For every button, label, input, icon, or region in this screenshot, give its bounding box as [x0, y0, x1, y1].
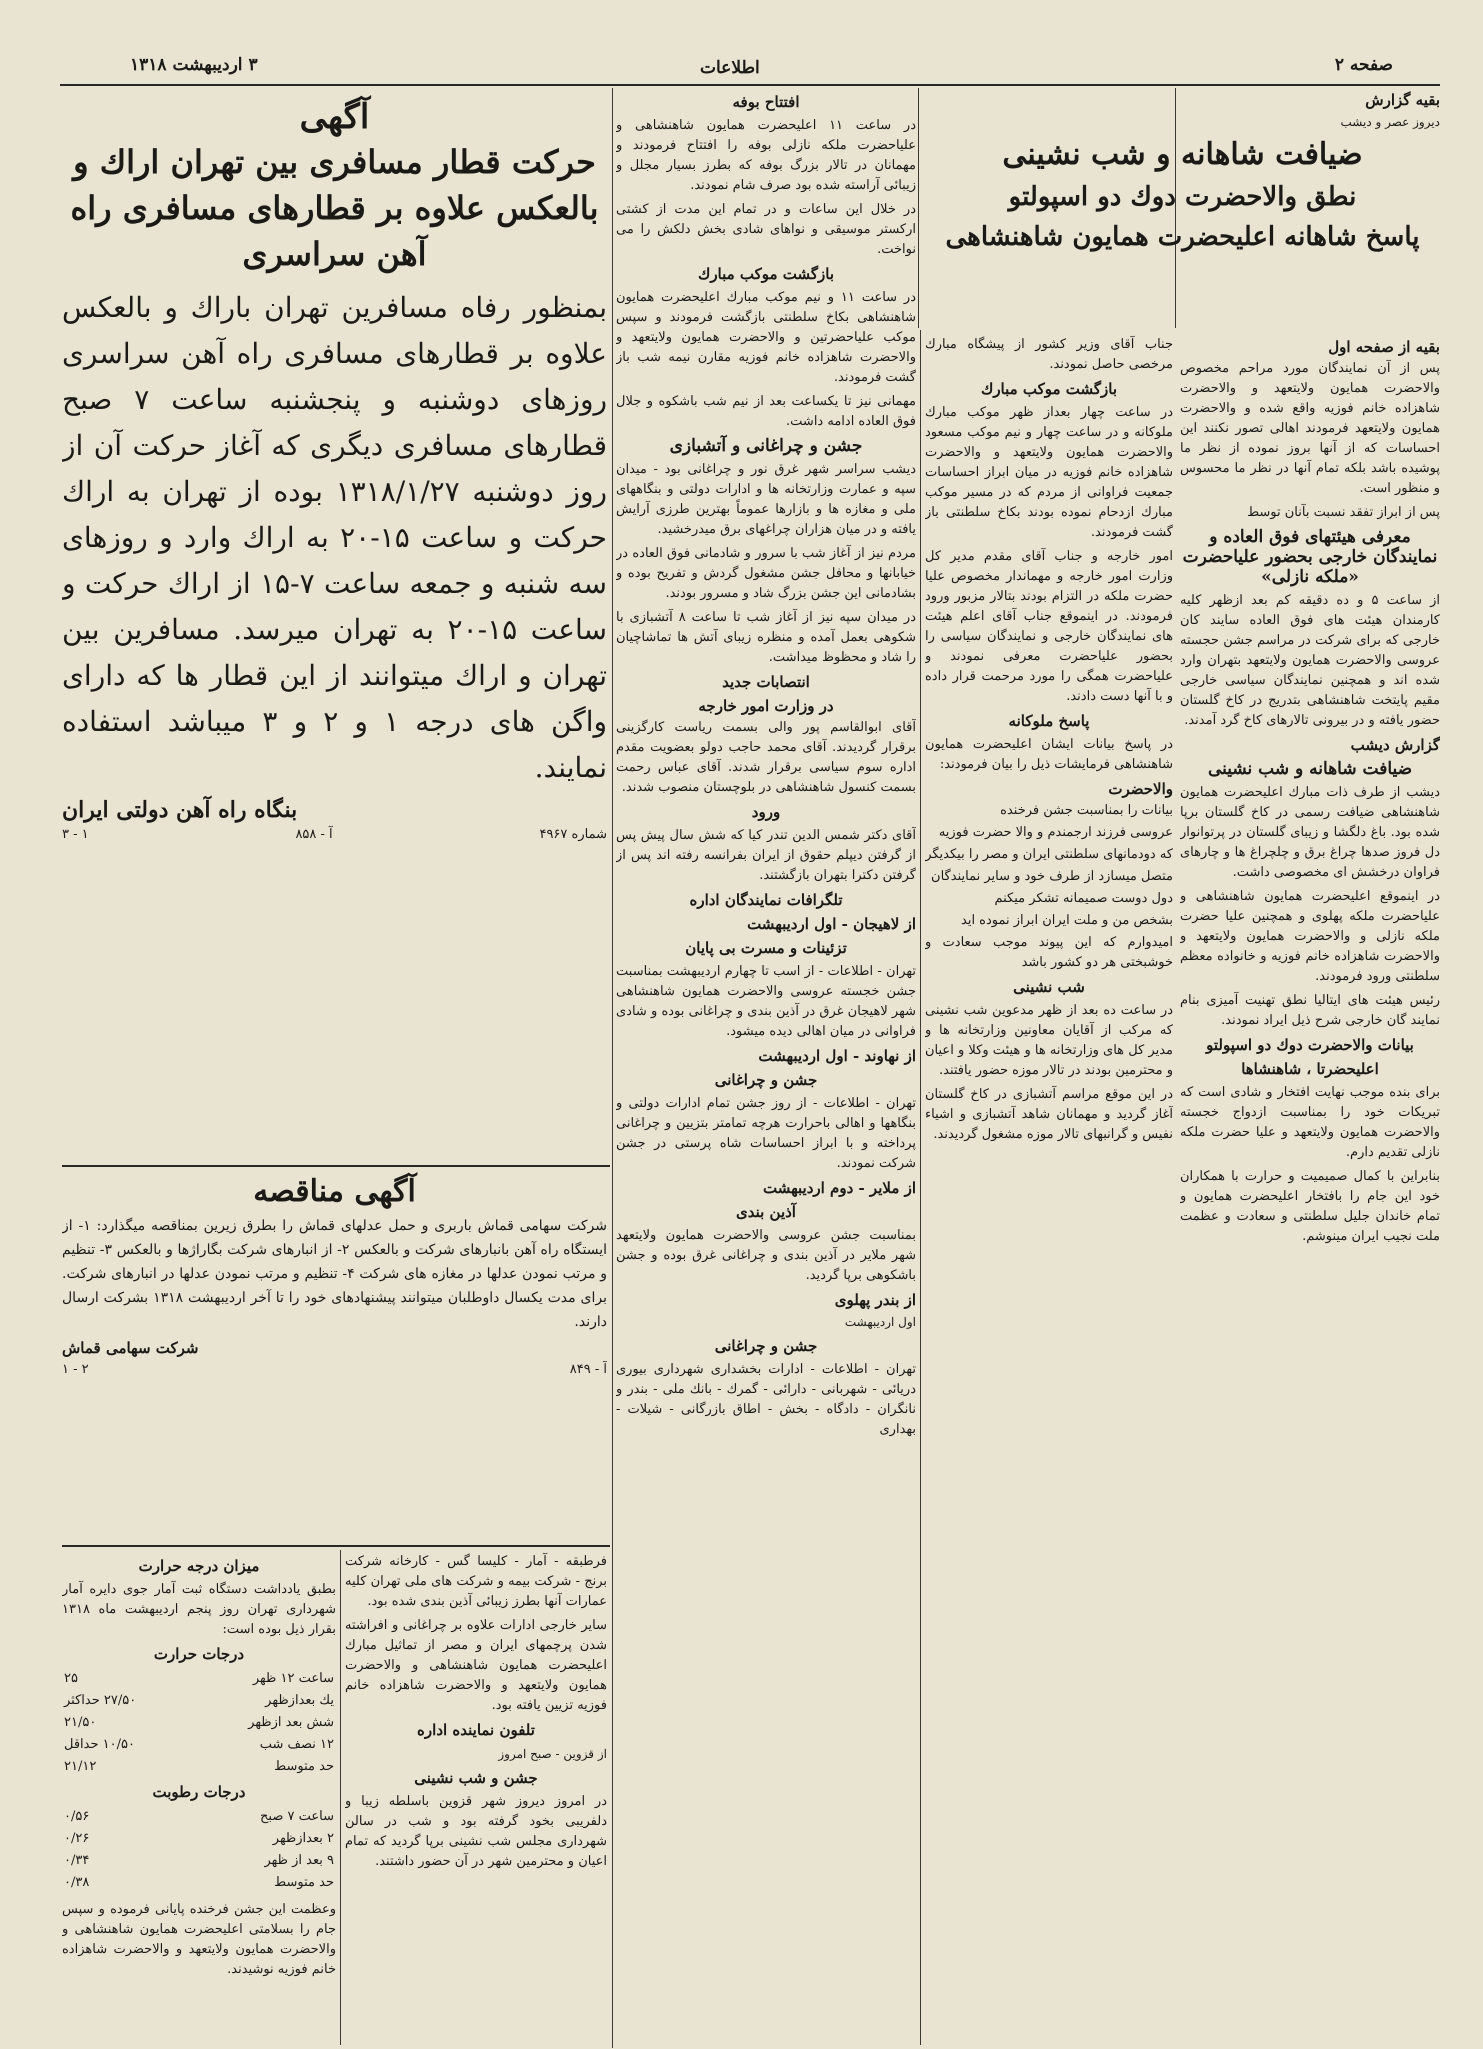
section-heading: جشن و چراغانی و آتشبازی — [669, 436, 863, 456]
section-heading: ورود — [751, 803, 781, 821]
ad-code: آ - ۸۵۸ — [295, 827, 333, 842]
list-item: دول دوست صمیمانه تشکر میکنم — [994, 891, 1173, 906]
table-cell: ۰/۳۴ — [64, 1853, 90, 1868]
tender-count: ۲ - ۱ — [62, 1362, 89, 1377]
weather-report — [62, 1552, 336, 2042]
section-heading: معرفی هیئتهای فوق العاده و نمایندگان خارجی بحضور علیاحضرت «ملکه نازلی» — [1182, 527, 1438, 587]
tender-advertisement — [62, 1170, 607, 1540]
dateline: از لاهیجان - اول اردیبهشت — [747, 915, 916, 933]
paragraph: در ساعت ۱۱ اعلیحضرت همایون شاهنشاهی و علیاحضرت ملکه نازلی بوفه را افتتاح فرمودند و مهمانان در تالار بزرگ بوفه که بطرز بسیار مجلل و زیبائی آراسته شده بود صرف شام نمودند. — [616, 118, 916, 193]
section-heading: ضیافت شاهانه و شب نشینی — [1207, 759, 1413, 779]
paragraph: رئیس هیئت های ایتالیا نطق تهنیت آمیزی بنام نمایند گان خارجی شرح ذیل ایراد نمودند. — [1180, 993, 1440, 1028]
table-cell: شش بعد ازظهر — [248, 1715, 334, 1730]
section-heading: بازگشت موکب مبارك — [980, 380, 1118, 398]
section-heading: بازگشت موکب مبارك — [697, 265, 835, 283]
table-row — [62, 1734, 336, 1756]
table-cell: ۰/۳۸ — [64, 1875, 90, 1890]
paragraph: فرطبقه - آمار - کلیسا گس - کارخانه شرکت برنج - شرکت بیمه و شرکت های ملی تهران کلیه عمارات آنها بطرز زیبائی آذین بندی شده بود. — [345, 1554, 607, 1609]
paragraph: در اینموقع اعلیحضرت همایون شاهنشاهی و علیاحضرت ملکه پهلوی و همچنین علیا حضرت ملکه نازلی و والاحضرت همایون ولایتعهد و والاحضرت شاهزاده خانم فوزیه و خانواده معظم سلطنتی ورود فرمودند. — [1180, 889, 1440, 984]
paragraph: جناب آقای وزیر کشور از پیشگاه مبارك مرخصی حاصل نمودند. — [925, 337, 1173, 372]
tender-footer — [62, 1360, 607, 1380]
paragraph: در این موقع مراسم آتشبازی در کاخ گلستان آغاز گردید و مهمانان شاهد آتشبازی و اشیاء نفیس و گرانبهای تالار موزه مشغول گردیدند. — [925, 1087, 1173, 1142]
section-heading: افتتاح بوفه — [732, 93, 800, 111]
table-cell: ۰/۵۶ — [64, 1809, 90, 1824]
table-cell: ۹ بعد از ظهر — [264, 1853, 334, 1868]
issue-date: ۳ اردیبهشت ۱۳۱۸ — [130, 55, 258, 75]
paragraph: از ساعت ۵ و ده دقیقه کم بعد ازظهر کلیه کارمندان هیئت های فوق العاده سایند کان خارجی که برای شرکت در مراسم جشن حجسته عروسی والاحضرت همایون ولایتعهد بتهران وارد شده اند و همچنین نمایندگان سیاسی خارجی مقیم پایتخت شاهنشاهی بتدریج در کاخ گلستان حضور یافته و در بیرونی تالارهای کاخ گرد آمدند. — [1180, 593, 1440, 728]
dateline: از نهاوند - اول اردیبهشت — [758, 1047, 916, 1065]
dateline: از ملایر - دوم اردیبهشت — [763, 1179, 916, 1197]
column-divider — [612, 88, 613, 2048]
column-divider — [918, 88, 919, 328]
section-heading: جشن و چراغانی — [714, 1337, 818, 1355]
table-cell: یك بعدازظهر — [265, 1693, 334, 1708]
dateline: از بندر پهلوی — [834, 1291, 916, 1309]
lead-article-header — [925, 88, 1440, 328]
page-number: صفحه ۲ — [1334, 55, 1393, 75]
table-cell: ۲۱/۱۲ — [64, 1759, 97, 1774]
table-row — [62, 1712, 336, 1734]
table-cell: ۲۱/۵۰ — [64, 1715, 97, 1730]
table-cell: حد متوسط — [274, 1875, 334, 1890]
tender-title: آگهی مناقصه — [253, 1174, 416, 1209]
paragraph: شرکت سهامی قماش باربری و حمل عدلهای قماش را بطرق زیرین بمناقصه میگذارد: ۱- از ایستگاه راه آهن بانبارهای شرکت و بالعکس ۲- از انبارهای شرکت بگاراژها و بالعکس ۳- تنظیم و مرتب نمودن عدلها در مغازه های شرکت ۴- تنظیم و مرتب نمودن عدلها در انبارهای شرکت. برای مدت یکسال داوطلبان میتوانند پیشنهادهای خود را تا آخر اردیبهشت ۱۳۱۸ بشرکت ارسال دارند. — [62, 1218, 607, 1330]
ad-body: بمنظور رفاه مسافرین تهران باراك و بالعکس علاوه بر قطارهای مسافری راه آهن سراسری روزهای دوشنبه و پنجشنبه ساعت ۷ صبح قطارهای مسافری دیگری که آغاز حرکت آن از روز دوشنبه ۱۳۱۸/۱/۲۷ بوده از تهران به اراك حرکت و ساعت ۱۵-۲۰ به اراك وارد و روزهای سه شنبه و جمعه ساعت ۷-۱۵ از اراك حرکت و ساعت ۱۵-۲۰ به تهران میرسد. مسافرین بین تهران و اراك میتوانند از این قطار ها که دارای واگن های درجه ۱ و ۲ و ۳ میباشد استفاده نمایند. — [62, 291, 607, 784]
section-heading: جشن و چراغانی — [714, 1071, 818, 1089]
paragraph: در ساعت ۱۱ و نیم موکب مبارك اعلیحضرت همایون شاهنشاهی بکاخ سلطنتی بازگشت فرمودند و سپس موکب علیاحضرتین و والاحضرت همایون ولایتعهد و والاحضرت شاهزاده خانم فوزیه مقارن نیمه شب باز گشت فرمودند. — [616, 290, 916, 385]
tender-code: آ - ۸۴۹ — [569, 1362, 607, 1377]
table-row — [62, 1690, 336, 1712]
temperature-heading: درجات حرارت — [153, 1645, 245, 1663]
table-row — [62, 1828, 336, 1850]
ad-divider — [62, 1545, 610, 1547]
section-heading: انتصابات جدید — [722, 673, 810, 691]
section-heading: آذین بندی — [736, 1203, 796, 1221]
continued-label: بقیه از صفحه اول — [1328, 338, 1440, 356]
speech-lines — [925, 801, 1173, 973]
table-row — [62, 1756, 336, 1778]
list-item: که دودمانهای سلطنتی ایران و مصر را بیکدیگر — [925, 847, 1173, 862]
paragraph: مردم نیز از آغاز شب با سرور و شادمانی فوق العاده در خیابانها و محافل جشن مشغول گردش و تفریح بوده و بشادمانی این جشن بزرگ شاد و مسرور بودند. — [616, 546, 916, 601]
table-cell: ۰/۲۶ — [64, 1831, 90, 1846]
paragraph: در پاسخ بیانات ایشان اعلیحضرت همایون شاهنشاهی فرمایشات ذیل را بیان فرمودند: — [925, 737, 1173, 772]
section-heading: پاسخ ملوکانه — [1008, 712, 1090, 730]
header-rule — [60, 84, 1440, 86]
table-cell: حد متوسط — [274, 1759, 334, 1774]
ad-divider — [62, 1165, 610, 1167]
paragraph: آقای ابوالقاسم پور والی بسمت ریاست کارگزینی برقرار گردیدند. آقای محمد حاجب دولو بعضویت مقدم اداره سوم سیاسی برقرار شدند. آقای عباس رحمت بسمت کنسول شاهنشاهی در بلوچستان منصوب شدند. — [616, 720, 916, 795]
weather-heading: میزان درجه حرارت — [138, 1557, 260, 1575]
intro-line: دیروز عصر و دیشب — [1340, 115, 1440, 129]
list-item: بیانات را بمناسبت جشن فرخنده — [1000, 803, 1173, 818]
column-divider — [340, 1550, 341, 2045]
table-cell: ساعت ۷ صبح — [260, 1809, 334, 1824]
paragraph: پس از آن نمایندگان مورد مراحم مخصوص والاحضرت همایون ولایتعهد و والاحضرت شاهزاده خانم فوزیه واقع شده و والاحضرت همایون ولایتعهد فرمودند اهالی تصور نکنند این احساسات که از آنها بروز نموده از نظر ما پوشیده باشد بلکه تمام آنها در نظر ما محسوس و منظور است. — [1180, 361, 1440, 496]
events-column — [345, 1552, 607, 2042]
subheadline-1: نطق والاحضرت دوك دو اسپولتو — [1008, 182, 1357, 212]
section-heading: تزئینات و مسرت بی پایان — [685, 939, 847, 957]
list-item: امیدوارم که این پیوند موجب سعادت و خوشبختی هر دو کشور باشد — [925, 935, 1173, 970]
paragraph: مهمانی نیز تا یکساعت بعد از نیم شب باشکوه و جلال فوق العاده ادامه داشت. — [616, 394, 916, 429]
paragraph: در ساعت ده بعد از ظهر مدعوین شب نشینی که مرکب از آقایان معاونین وزارتخانه ها و مدیر کل های وزارتخانه ها و هیئت وکلا و اعیان و محترمین بودند در تالار موزه حضور یافتند. — [925, 1003, 1173, 1078]
dateline-date: اول اردیبهشت — [844, 1315, 916, 1329]
section-heading: اعلیحضرتا ، شاهنشاها — [1241, 1060, 1379, 1078]
ad-number: شماره ۴۹۶۷ — [539, 827, 607, 842]
paragraph: دیشب از طرف ذات مبارك اعلیحضرت همایون شاهنشاهی ضیافت رسمی در کاخ گلستان برپا شده بود. باغ دلگشا و زیبای گلستان در پرتوانوار دل فروز صدها چراغ برق و چلچراغ ها و چارهای فراوان درخشش ای مخصوصی داشت. — [1180, 785, 1440, 880]
paragraph: در میدان سپه نیز از آغاز شب تا ساعت ۸ آتشبازی با شکوهی بعمل آمده و منظره زیبای آتش ها تماشاچیان را شاد و محظوظ میداشت. — [616, 610, 916, 665]
table-row — [62, 1872, 336, 1894]
list-item: عروسی فرزند ارجمندم و والا حضرت فوزیه — [938, 825, 1173, 840]
list-item: بشخص من و ملت ایران ابراز نموده اید — [961, 913, 1173, 928]
ad-headline: حرکت قطار مسافری بین تهران اراك و بالعکس علاوه بر قطارهای مسافری راه آهن سراسری — [70, 143, 599, 273]
ad-footer — [62, 827, 607, 842]
section-subheading: در وزارت امور خارجه — [698, 697, 834, 715]
paragraph: دیشب سراسر شهر غرق نور و چراغانی بود - میدان سپه و عمارت وزارتخانه ها و ادارات دولتی و بنگاههای ملی و مغازه ها و بازارها عموماً بهترین طرزی آرایش یافته و در میان هزاران چراغهای برق میدرخشید. — [616, 462, 916, 537]
table-row — [62, 1850, 336, 1872]
tender-signature: شرکت سهامی قماش — [62, 1339, 199, 1357]
ad-label: آگهی — [299, 97, 370, 137]
section-heading: تلفون نماینده اداره — [417, 1721, 535, 1739]
table-row — [62, 1806, 336, 1828]
main-headline: ضیافت شاهانه و شب نشینی — [1002, 137, 1363, 172]
table-cell: ۲ بعدازظهر — [272, 1831, 334, 1846]
paragraph: در امروز دیروز شهر قزوین باسلطه زیبا و دلفریبی بخود گرفته بود و شب در سالن شهرداری مجلس شب نشینی برپا گردید که تمام اعیان و محترمین شهر در آن حضور داشتند. — [345, 1794, 607, 1869]
paragraph: در ساعت چهار بعداز ظهر موکب مبارك ملوکانه و در ساعت چهار و نیم موکب مسعود والاحضرت همایون ولایتعهد و والاحضرت شاهزاده خانم فوزیه در میان ابراز احساسات جمعیت فراوانی از مردم که در مسیر موکب مبارك ازدحام نموده بودند بکاخ سلطنتی باز گشت فرمودند. — [925, 405, 1173, 540]
humidity-table — [62, 1806, 336, 1894]
paragraph: بطبق یادداشت دستگاه ثبت آمار جوی دایره آمار شهرداری تهران روز پنجم اردیبهشت ماه ۱۳۱۸ بقرار ذیل بوده است: — [62, 1582, 336, 1637]
paragraph: آقای دکتر شمس الدین تندر کیا که شش سال پیش پس از گرفتن دیپلم حقوق از ایران بفرانسه رفته اند پس از گرفتن دکترا بتهران بازگشتند. — [616, 828, 916, 883]
paragraph: بمناسبت جشن عروسی والاحضرت همایون ولایتعهد شهر ملایر در آذین بندی و چراغانی غرق بوده و جشن باشکوهی برپا گردید. — [616, 1228, 916, 1283]
paragraph: امور خارجه و جناب آقای مقدم مدیر کل وزارت امور خارجه و مهماندار مخصوص علیا حضرت ملکه در التزام بودند بتالار مزبور ورود فرمودند. در اینموقع جناب آقای اعلم هیئت های نمایندگان خارجی و نمایندگان سیاسی را بحضور علیاحضرت معرفی نمودند و علیاحضرت همگی را مورد مرحمت قرار داده و با آنها دست دادند. — [925, 549, 1173, 704]
paragraph: تهران - اطلاعات - از روز جشن تمام ادارات دولتی و بنگاهها و اهالی باحرارت هرچه تمامتر بتزیین و چراغانی پرداخته و با ابراز احساسات شاه پرستی در جشن شرکت نمودند. — [616, 1096, 916, 1171]
paragraph: برای بنده موجب نهایت افتخار و شادی است که تبریکات خود را بمناسبت ازدواج خجسته والاحضرت همایون ولایتعهد و علیا حضرت ملکه نازلی تقدیم دارم. — [1180, 1085, 1440, 1160]
paper-name: اطلاعات — [700, 58, 760, 78]
railway-advertisement — [62, 95, 607, 1160]
dateline: از قزوین - صبح امروز — [498, 1747, 607, 1761]
table-cell: ۱۰/۵۰ حداقل — [64, 1737, 135, 1752]
right-column — [1180, 335, 1440, 2045]
ad-count: ۱ - ۳ — [62, 827, 89, 842]
paragraph: بنابراین با کمال صمیمیت و حرارت با همکاران خود این جام را بافتخار اعلیحضرت همایون و تمام خاندان جلیل سلطنتی و سعادت و عظمت ملت نجیب ایران مینوشم. — [1180, 1169, 1440, 1244]
table-cell: ۲۵ — [64, 1671, 78, 1686]
table-cell: ۲۷/۵۰ حداکثر — [64, 1693, 137, 1708]
paragraph: در خلال این ساعات و در تمام این مدت از کشتی ارکستر موسیقی و نواهای شادی بخش دلکش را می نواخت. — [616, 202, 916, 257]
section-heading: جشن و شب نشینی — [414, 1769, 538, 1787]
subheadline-2: پاسخ شاهانه اعلیحضرت همایون شاهنشاهی — [945, 222, 1420, 252]
section-heading: والاحضرت — [1108, 780, 1173, 798]
list-item: متصل میسازد از طرف خود و سایر نمایندگان — [931, 869, 1173, 884]
ad-signature: بنگاه راه آهن دولتی ایران — [62, 797, 298, 823]
column-divider — [920, 330, 921, 2045]
middle-right-column — [925, 335, 1173, 2045]
section-heading: بیانات والاحضرت دوك دو اسپولتو — [1206, 1036, 1414, 1054]
middle-left-column — [616, 88, 916, 2043]
table-cell: ۱۲ نصف شب — [259, 1737, 334, 1752]
table-row — [62, 1668, 336, 1690]
section-heading: تلگرافات نمایندگان اداره — [689, 891, 843, 909]
paragraph: وعظمت این جشن فرخنده پایانی فرموده و سپس جام را بسلامتی اعلیحضرت همایون شاهنشاهی و والاحضرت همایون ولایتعهد و والاحضرت شاهزاده خانم فوزیه نوشیدند. — [62, 1902, 336, 1977]
section-heading: شب نشینی — [1013, 978, 1085, 996]
paragraph: سایر خارجی ادارات علاوه بر چراغانی و افراشته شدن پرچمهای ایران و مصر از تماثیل مبارك اعلیحضرت همایون شاهنشاهی و والاحضرت همایون ولایتعهد و والاحضرت شاهزاده خانم فوزیه تزیین یافته بود. — [345, 1618, 607, 1713]
section-tag: گزارش دیشب — [1350, 736, 1440, 754]
paragraph: تهران - اطلاعات - ادارات بخشداری شهرداری بیوری دریائی - شهربانی - دارائی - گمرك - بانك ملی - بندر و نانگران - دادگاه - بخش - اطاق بازرگانی - شیلات - بهداری — [616, 1362, 916, 1437]
paragraph: تهران - اطلاعات - از اسب تا چهارم اردیبهشت بمناسبت جشن خجسته عروسی والاحضرت همایون شاهنشاهی شهر لاهیجان غرق در آذین بندی و چراغانی بوده و شادی فراوانی در میان اهالی دیده میشود. — [616, 964, 916, 1039]
paragraph: پس از ابراز تفقد نسبت بآنان توسط — [1247, 505, 1440, 520]
table-cell: ساعت ۱۲ ظهر — [252, 1671, 334, 1686]
humidity-heading: درجات رطوبت — [152, 1783, 246, 1801]
temperature-table — [62, 1668, 336, 1778]
section-tag: بقیه گزارش — [1365, 91, 1440, 109]
